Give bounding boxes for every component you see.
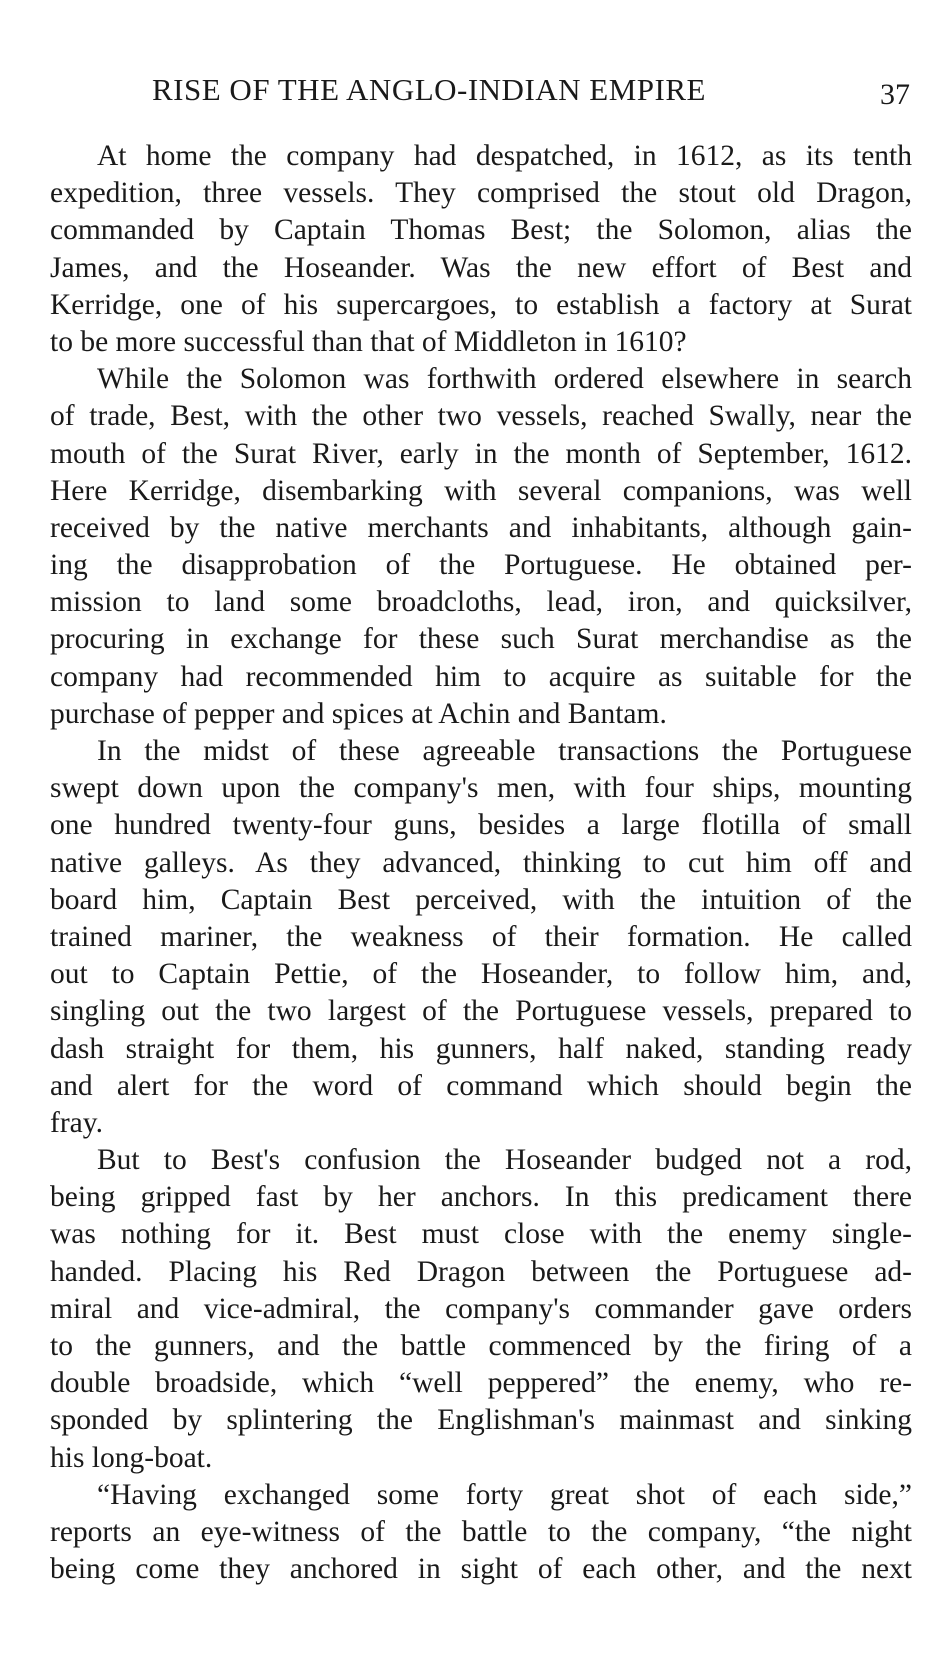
text-line: handed. Placing his Red Dragon between the Portuguese ad- (50, 1255, 912, 1288)
text-line: board him, Captain Best perceived, with the intuition of the (50, 883, 912, 916)
text-line: mission to land some broadcloths, lead, iron, and quicksilver, (50, 586, 912, 619)
paragraph-3 (50, 733, 912, 1142)
text-line: and alert for the word of command which should begin the (50, 1069, 912, 1102)
text-line: dash straight for them, his gunners, half naked, standing ready (50, 1032, 912, 1065)
text-line: double broadside, which “well peppered” the enemy, who re- (50, 1367, 912, 1400)
text-line: fray. (50, 1106, 103, 1139)
paragraph-4 (50, 1142, 912, 1477)
text-line: was nothing for it. Best must close with the enemy single- (50, 1218, 912, 1251)
text-line: James, and the Hoseander. Was the new effort of Best and (50, 251, 912, 284)
text-line: In the midst of these agreeable transactions the Portuguese (97, 735, 912, 767)
text-line: reports an eye-witness of the battle to the company, “the night (50, 1515, 912, 1548)
paragraph-1 (50, 138, 912, 361)
text-line: purchase of pepper and spices at Achin and Bantam. (50, 697, 667, 730)
text-line: singling out the two largest of the Portuguese vessels, prepared to (50, 995, 912, 1028)
body-text (50, 138, 912, 1588)
paragraph-5 (50, 1477, 912, 1589)
page-number: 37 (880, 78, 910, 111)
text-line: of trade, Best, with the other two vessels, reached Swally, near the (50, 400, 912, 433)
text-line: But to Best's confusion the Hoseander budged not a rod, (97, 1144, 912, 1177)
text-line: expedition, three vessels. They comprised the stout old Dragon, (50, 177, 912, 210)
text-line: ing the disapprobation of the Portuguese. He obtained per- (50, 549, 912, 582)
text-line: mouth of the Surat River, early in the month of September, 1612. (50, 437, 912, 470)
text-line: to the gunners, and the battle commenced by the firing of a (50, 1330, 912, 1362)
paragraph-2 (50, 361, 912, 733)
running-title: RISE OF THE ANGLO-INDIAN EMPIRE (152, 72, 706, 107)
text-line: sponded by splintering the Englishman's mainmast and sinking (50, 1404, 912, 1437)
text-line: commanded by Captain Thomas Best; the Solomon, alias the (50, 214, 912, 247)
text-line: At home the company had despatched, in 1612, as its tenth (97, 140, 912, 172)
text-line: Here Kerridge, disembarking with several companions, was well (50, 474, 912, 507)
text-line: being gripped fast by her anchors. In this predicament there (50, 1181, 912, 1214)
text-line: While the Solomon was forthwith ordered elsewhere in search (97, 363, 912, 396)
text-line: procuring in exchange for these such Surat merchandise as the (50, 623, 912, 656)
text-line: native galleys. As they advanced, thinking to cut him off and (50, 846, 912, 879)
text-line: received by the native merchants and inhabitants, although gain- (50, 511, 912, 544)
text-line: out to Captain Pettie, of the Hoseander, to follow him, and, (50, 958, 912, 991)
text-line: miral and vice-admiral, the company's commander gave orders (50, 1292, 912, 1325)
text-line: company had recommended him to acquire as suitable for the (50, 660, 912, 693)
text-line: his long-boat. (50, 1441, 213, 1474)
text-line: to be more successful than that of Middleton in 1610? (50, 325, 687, 358)
text-line: being come they anchored in sight of each other, and the next (50, 1553, 912, 1586)
text-line: one hundred twenty-four guns, besides a large flotilla of small (50, 809, 912, 842)
text-line: trained mariner, the weakness of their formation. He called (50, 920, 912, 953)
text-line: Kerridge, one of his supercargoes, to establish a factory at Surat (50, 288, 912, 321)
text-line: “Having exchanged some forty great shot of each side,” (97, 1478, 912, 1511)
text-line: swept down upon the company's men, with four ships, mounting (50, 772, 912, 805)
